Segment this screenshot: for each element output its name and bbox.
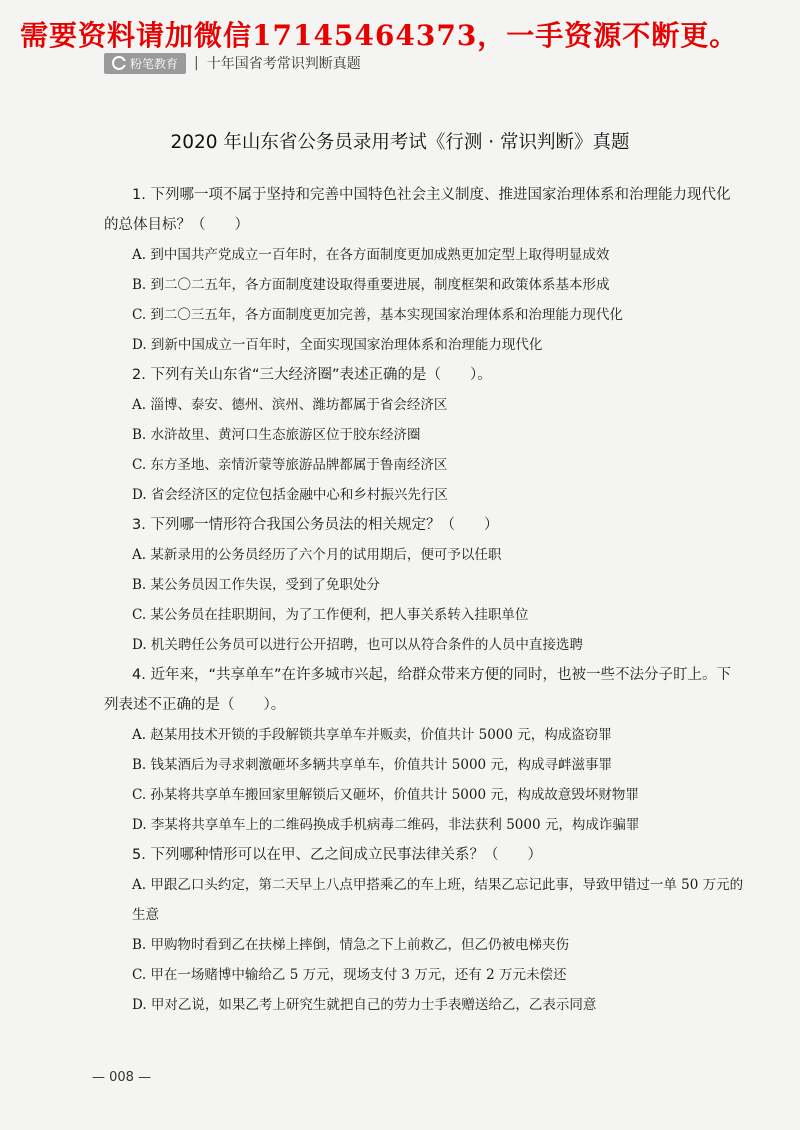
running-header xyxy=(104,52,361,74)
option-d: D. 机关聘任公务员可以进行公开招聘，也可以从符合条件的人员中直接选聘 xyxy=(132,637,583,653)
option-c: C. 某公务员在挂职期间，为了工作便利，把人事关系转入挂职单位 xyxy=(132,607,529,623)
option-c: C. 甲在一场赌博中输给乙 5 万元，现场支付 3 万元，还有 2 万元未偿还 xyxy=(132,967,567,983)
logo-text: 粉笔教育 xyxy=(130,56,179,71)
question-stem: 3. 下列哪一情形符合我国公务员法的相关规定？（ ） xyxy=(132,517,499,533)
question-stem: 5. 下列哪种情形可以在甲、乙之间成立民事法律关系？（ ） xyxy=(132,847,542,863)
option-c: C. 孙某将共享单车搬回家里解锁后又砸坏，价值共计 5000 元，构成故意毁坏财物罪 xyxy=(132,787,639,803)
option-b: B. 到二〇二五年，各方面制度建设取得重要进展，制度框架和政策体系基本形成 xyxy=(132,277,610,293)
option-b: B. 水浒故里、黄河口生态旅游区位于胶东经济圈 xyxy=(132,427,421,443)
book-title: 十年国省考常识判断真题 xyxy=(206,56,361,72)
option-d: D. 李某将共享单车上的二维码换成手机病毒二维码，非法获利 5000 元，构成诈骗罪 xyxy=(132,817,640,833)
question-stem: 2. 下列有关山东省“三大经济圈”表述正确的是（ ）。 xyxy=(132,367,492,383)
question-5 xyxy=(104,840,744,1020)
question-2 xyxy=(104,360,744,510)
option-a: A. 赵某用技术开锁的手段解锁共享单车并贩卖，价值共计 5000 元，构成盗窃罪 xyxy=(132,727,612,743)
option-d: D. 省会经济区的定位包括金融中心和乡村振兴先行区 xyxy=(132,487,448,503)
option-a: A. 某新录用的公务员经历了六个月的试用期后，便可予以任职 xyxy=(132,547,502,563)
option-a: A. 淄博、泰安、德州、滨州、潍坊都属于省会经济区 xyxy=(132,397,448,413)
option-c: C. 到二〇三五年，各方面制度更加完善，基本实现国家治理体系和治理能力现代化 xyxy=(132,307,623,323)
option-a: A. 到中国共产党成立一百年时，在各方面制度更加成熟更加定型上取得明显成效 xyxy=(132,247,610,263)
question-list xyxy=(104,180,744,1020)
header-separator: | xyxy=(194,55,199,71)
option-c: C. 东方圣地、亲情沂蒙等旅游品牌都属于鲁南经济区 xyxy=(132,457,448,473)
question-stem: 4. 近年来，“共享单车”在许多城市兴起，给群众带来方便的同时，也被一些不法分子盯上。下列表述不正确的是（ ）。 xyxy=(104,667,731,713)
option-b: B. 某公务员因工作失误，受到了免职处分 xyxy=(132,577,381,593)
logo-icon xyxy=(112,56,126,70)
question-1 xyxy=(104,180,744,360)
option-b: B. 钱某酒后为寻求刺激砸坏多辆共享单车，价值共计 5000 元，构成寻衅滋事罪 xyxy=(132,757,612,773)
question-3 xyxy=(104,510,744,660)
option-d: D. 甲对乙说，如果乙考上研究生就把自己的劳力士手表赠送给乙，乙表示同意 xyxy=(132,997,597,1013)
option-b: B. 甲购物时看到乙在扶梯上摔倒，情急之下上前救乙，但乙仍被电梯夹伤 xyxy=(132,937,570,953)
page-number: — 008 — xyxy=(92,1070,152,1085)
option-a: A. 甲跟乙口头约定，第二天早上八点甲搭乘乙的车上班，结果乙忘记此事，导致甲错过一单 50 万元的生意 xyxy=(132,877,744,923)
option-d: D. 到新中国成立一百年时，全面实现国家治理体系和治理能力现代化 xyxy=(132,337,543,353)
question-stem: 1. 下列哪一项不属于坚持和完善中国特色社会主义制度、推进国家治理体系和治理能力现代化的总体目标？（ ） xyxy=(104,187,731,233)
publisher-logo xyxy=(104,53,186,74)
question-4 xyxy=(104,660,744,840)
watermark-text: 需要资料请加微信17145464373，一手资源不断更。 xyxy=(20,19,739,52)
page-title: 2020 年山东省公务员录用考试《行测 · 常识判断》真题 xyxy=(170,132,630,153)
